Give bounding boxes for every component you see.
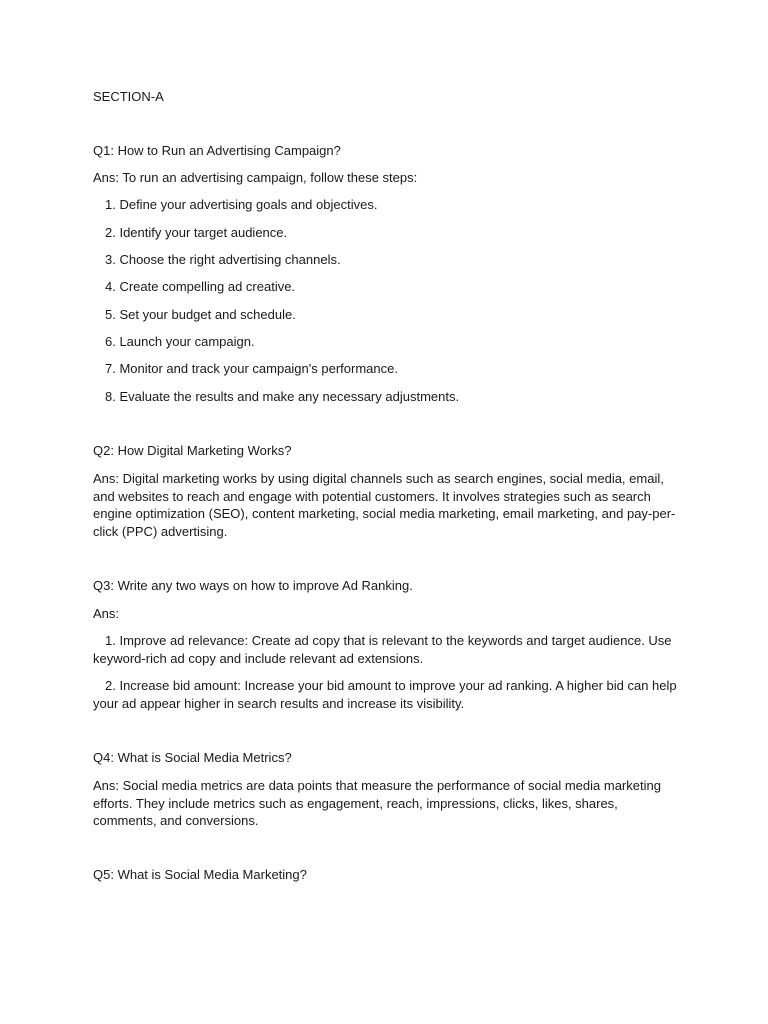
q1-step-4: 4. Create compelling ad creative. (105, 279, 296, 294)
q1-step-1: 1. Define your advertising goals and objectives. (105, 197, 378, 212)
q1-question: Q1: How to Run an Advertising Campaign? (93, 143, 341, 158)
q3-answer-intro: Ans: (93, 606, 120, 621)
q3-point-2: 2. Increase bid amount: Increase your bid amount to improve your ad ranking. A higher bid can help your ad appear higher in search results and increase its visibility. (93, 678, 677, 711)
q1-step-5: 5. Set your budget and schedule. (105, 307, 296, 322)
q4-answer: Ans: Social media metrics are data points that measure the performance of social media marketing efforts. They include metrics such as engagement, reach, impressions, clicks, likes, shares, comments, and conversions. (93, 778, 661, 829)
q2-answer: Ans: Digital marketing works by using digital channels such as search engines, social media, email, and websites to reach and engage with potential customers. It involves strategies such as search engine optimization (SEO), content marketing, social media marketing, email marketing, and pay-per-click (PPC) advertising. (93, 471, 676, 539)
q1-step-6: 6. Launch your campaign. (105, 334, 255, 349)
q1-step-8: 8. Evaluate the results and make any necessary adjustments. (105, 389, 460, 404)
q5-question: Q5: What is Social Media Marketing? (93, 867, 307, 882)
q1-step-2: 2. Identify your target audience. (105, 225, 288, 240)
q1-step-7: 7. Monitor and track your campaign's performance. (105, 361, 398, 376)
q2-question: Q2: How Digital Marketing Works? (93, 443, 292, 458)
q4-question: Q4: What is Social Media Metrics? (93, 750, 292, 765)
q1-answer-intro: Ans: To run an advertising campaign, follow these steps: (93, 170, 418, 185)
q3-question: Q3: Write any two ways on how to improve Ad Ranking. (93, 578, 413, 593)
q3-point-1: 1. Improve ad relevance: Create ad copy that is relevant to the keywords and target audience. Use keyword-rich ad copy and include relevant ad extensions. (93, 633, 672, 666)
q1-step-3: 3. Choose the right advertising channels. (105, 252, 341, 267)
section-title: SECTION-A (93, 89, 164, 104)
